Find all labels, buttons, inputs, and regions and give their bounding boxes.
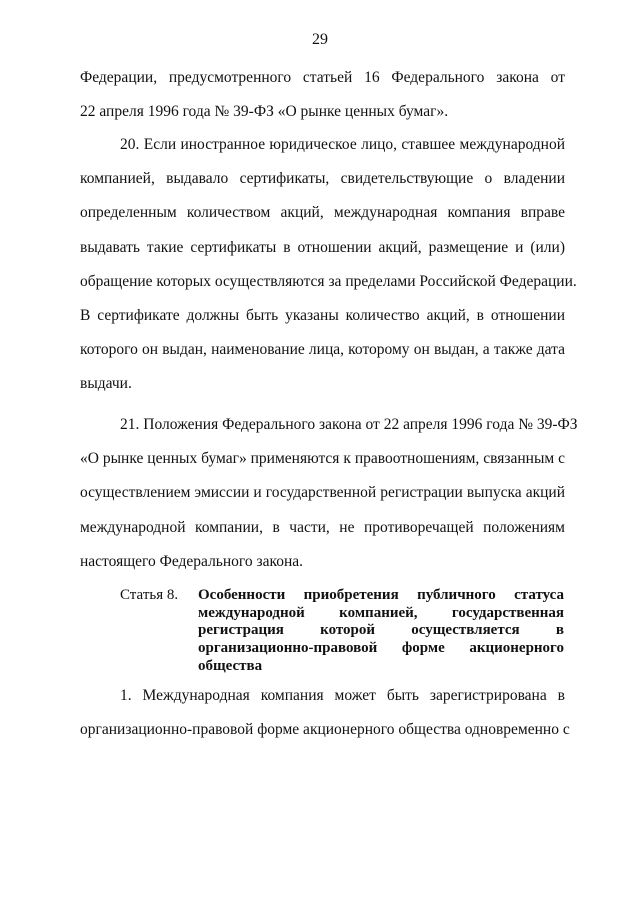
text-line: 22 апреля 1996 года № 39-ФЗ «О рынке ценных бумаг». — [80, 103, 449, 121]
article-title — [198, 587, 564, 675]
paragraph-1 — [80, 679, 570, 747]
article-label: Статья 8. — [120, 587, 179, 603]
text-line: организационно-правовой форме акционерного общества одновременно с — [80, 721, 570, 739]
text-line: осуществлением эмиссии и государственной регистрации выпуска акций — [80, 484, 565, 502]
text-line: компанией, выдавало сертификаты, свидетельствующие о владении — [80, 170, 565, 188]
text-line: 1. Международная компания может быть зарегистрирована в — [120, 687, 565, 704]
paragraph-continuation — [80, 61, 565, 129]
text-line: Федерации, предусмотренного статьей 16 Федерального закона от — [80, 69, 565, 86]
article-title-line: Особенности приобретения публичного статуса — [198, 587, 564, 603]
text-line: определенным количеством акций, международная компания вправе — [80, 204, 565, 222]
text-line: «О рынке ценных бумаг» применяются к правоотношениям, связанным с — [80, 450, 565, 468]
paragraph-21 — [80, 408, 578, 579]
article-title-line: регистрация которой осуществляется в — [198, 622, 564, 639]
article-title-line: международной компанией, государственная — [198, 604, 564, 621]
article-title-line: общества — [198, 657, 263, 674]
text-line: 20. Если иностранное юридическое лицо, ставшее международной — [120, 136, 565, 153]
text-line: выдавать такие сертификаты в отношении акций, размещение и (или) — [80, 238, 565, 256]
text-line: В сертификате должны быть указаны количество акций, в отношении — [80, 306, 565, 324]
text-line: международной компании, в части, не противоречащей положениям — [80, 518, 565, 536]
text-line: выдачи. — [80, 375, 132, 393]
text-line: обращение которых осуществляются за пределами Российской Федерации. — [80, 272, 577, 290]
page-number: 29 — [312, 31, 328, 48]
text-line: 21. Положения Федерального закона от 22 апреля 1996 года № 39-ФЗ — [120, 416, 578, 433]
text-line: настоящего Федерального закона. — [80, 552, 304, 570]
paragraph-20 — [80, 128, 577, 402]
article-title-line: организационно-правовой форме акционерного — [198, 640, 564, 657]
text-line: которого он выдан, наименование лица, которому он выдан, а также дата — [80, 341, 565, 359]
